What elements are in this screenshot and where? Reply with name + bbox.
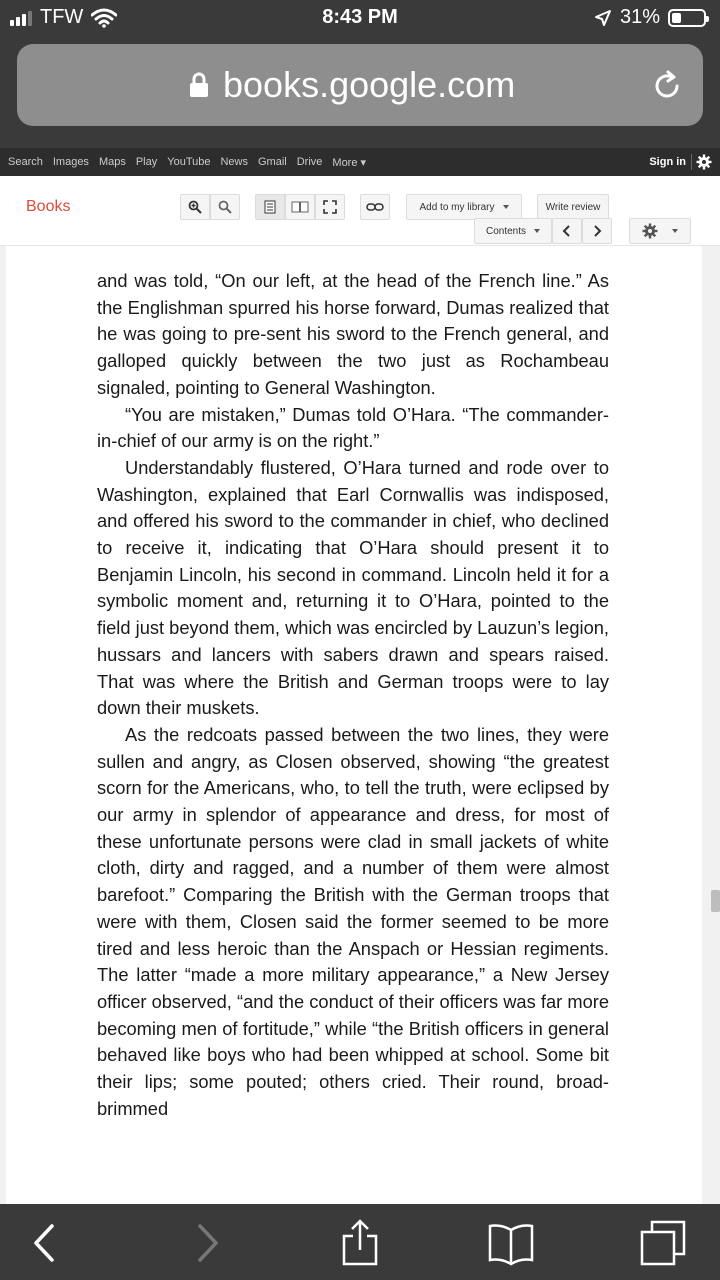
add-to-library-button[interactable]: [406, 194, 522, 220]
status-bar: [0, 0, 720, 36]
more-label: More: [332, 156, 358, 169]
gear-icon: [642, 223, 658, 239]
previous-page-button[interactable]: [552, 218, 582, 244]
two-page-icon: [291, 201, 309, 213]
divider: [691, 154, 692, 170]
page-text: [97, 268, 609, 1123]
scrollbar-thumb[interactable]: [711, 890, 720, 912]
book-viewer[interactable]: [0, 246, 720, 1204]
browser-bottom-bar: [0, 1204, 720, 1280]
status-time: 8:43 PM: [322, 6, 398, 28]
share-icon[interactable]: [335, 1218, 385, 1268]
gbar-link-more[interactable]: [332, 156, 366, 169]
fullscreen-button[interactable]: [315, 194, 345, 220]
paragraph: “You are mistaken,” Dumas told O’Hara. “The commander-in-chief of our army is on the right.”: [97, 403, 609, 452]
gear-icon[interactable]: [696, 154, 712, 170]
contents-label: Contents: [485, 225, 527, 237]
battery-percent: 31%: [619, 6, 660, 28]
gbar-link-images[interactable]: Images: [52, 155, 89, 168]
url-bar[interactable]: [17, 44, 703, 126]
browser-top-chrome: [0, 0, 720, 148]
gbar-link-play[interactable]: Play: [135, 155, 158, 168]
paragraph: Understandably flustered, O’Hara turned and rode over to Washington, explained that Earl Cornwallis was indisposed, and offered his sword to the commander in chief, who declined to receive it, indicating that O’Hara should present it to Benjamin Lincoln, his second in command. Lincoln held it for a symbolic moment and, returning it to O’Hara, pointed to the field just beyond them, which was encircled by Lauzun’s legion, hussars and lancers with sabers drawn and spears raised. That was where the British and German troops were to lay down their muskets.: [97, 456, 609, 719]
contents-button[interactable]: [474, 218, 552, 244]
book-page: [6, 246, 702, 1204]
dropdown-caret-icon: [503, 205, 509, 209]
google-bar: [0, 148, 720, 176]
gbar-link-maps[interactable]: Maps: [98, 155, 126, 168]
single-page-icon: [264, 200, 276, 214]
chevron-left-icon: [562, 225, 572, 237]
battery-fill: [672, 13, 681, 23]
next-page-button[interactable]: [582, 218, 612, 244]
zoom-in-icon: [188, 200, 202, 214]
bookmarks-icon[interactable]: [486, 1218, 536, 1268]
books-toolbar: [0, 176, 720, 246]
write-review-button[interactable]: [537, 194, 609, 220]
zoom-in-button[interactable]: [180, 194, 210, 220]
carrier-label: TFW: [40, 6, 84, 28]
gbar-link-youtube[interactable]: YouTube: [167, 155, 211, 168]
forward-icon[interactable]: [182, 1218, 232, 1268]
paragraph: and was told, “On our left, at the head of the French line.” As the Englishman spurred his horse forward, Dumas realized that he was going to pre-sent his sword to the French general, and galloped quickly between the two just as Rochambeau signaled, pointing to General Washington.: [97, 270, 609, 398]
url-text[interactable]: books.google.com: [223, 64, 516, 105]
gbar-link-gmail[interactable]: Gmail: [258, 155, 287, 168]
back-icon[interactable]: [20, 1218, 70, 1268]
google-bar-links: [0, 156, 366, 169]
more-caret-icon: ▾: [360, 156, 367, 169]
gbar-link-search[interactable]: Search: [8, 155, 43, 168]
write-review-label: Write review: [545, 201, 601, 213]
single-page-view-button[interactable]: [255, 194, 285, 220]
chevron-right-icon: [592, 225, 602, 237]
battery-icon: [668, 9, 706, 27]
zoom-out-icon: [218, 200, 232, 214]
fullscreen-icon: [323, 200, 337, 214]
dropdown-caret-icon: [534, 229, 540, 233]
sign-in-link[interactable]: Sign in: [649, 156, 686, 168]
zoom-out-button[interactable]: [210, 194, 240, 220]
gbar-link-news[interactable]: News: [220, 155, 248, 168]
add-to-library-label: Add to my library: [419, 201, 495, 213]
link-icon: [366, 202, 384, 212]
gbar-link-drive[interactable]: Drive: [296, 155, 323, 168]
settings-button[interactable]: [629, 218, 691, 244]
two-page-view-button[interactable]: [285, 194, 315, 220]
reload-icon[interactable]: [651, 70, 683, 102]
link-button[interactable]: [360, 194, 390, 220]
tabs-icon[interactable]: [638, 1218, 688, 1268]
lock-icon: [189, 72, 209, 98]
books-logo[interactable]: Books: [26, 198, 71, 215]
status-right: [594, 6, 706, 29]
paragraph: As the redcoats passed between the two lines, they were sullen and angry, as Closen observed, showing “the greatest scorn for the Americans, who, to tell the truth, were eclipsed by our army in splendor of appearance and dress, for most of these unfortunate persons were clad in small jackets of white cloth, dirty and ragged, and a number of them were almost barefoot.” Comparing the British with the German troops that were with them, Closen said the former seemed to be more tired and less heroic than the Anspach or Hessian regiments. The latter “made a more military appearance,” a New Jersey officer observed, “and the conduct of their officers was far more becoming men of fortitude,” while “the British officers in general behaved like boys who had been whipped at school. Some bit their lips; some pouted; others cried. Their round, broad-brimmed: [97, 723, 609, 1119]
location-icon: [594, 9, 612, 27]
dropdown-caret-icon: [672, 229, 678, 233]
